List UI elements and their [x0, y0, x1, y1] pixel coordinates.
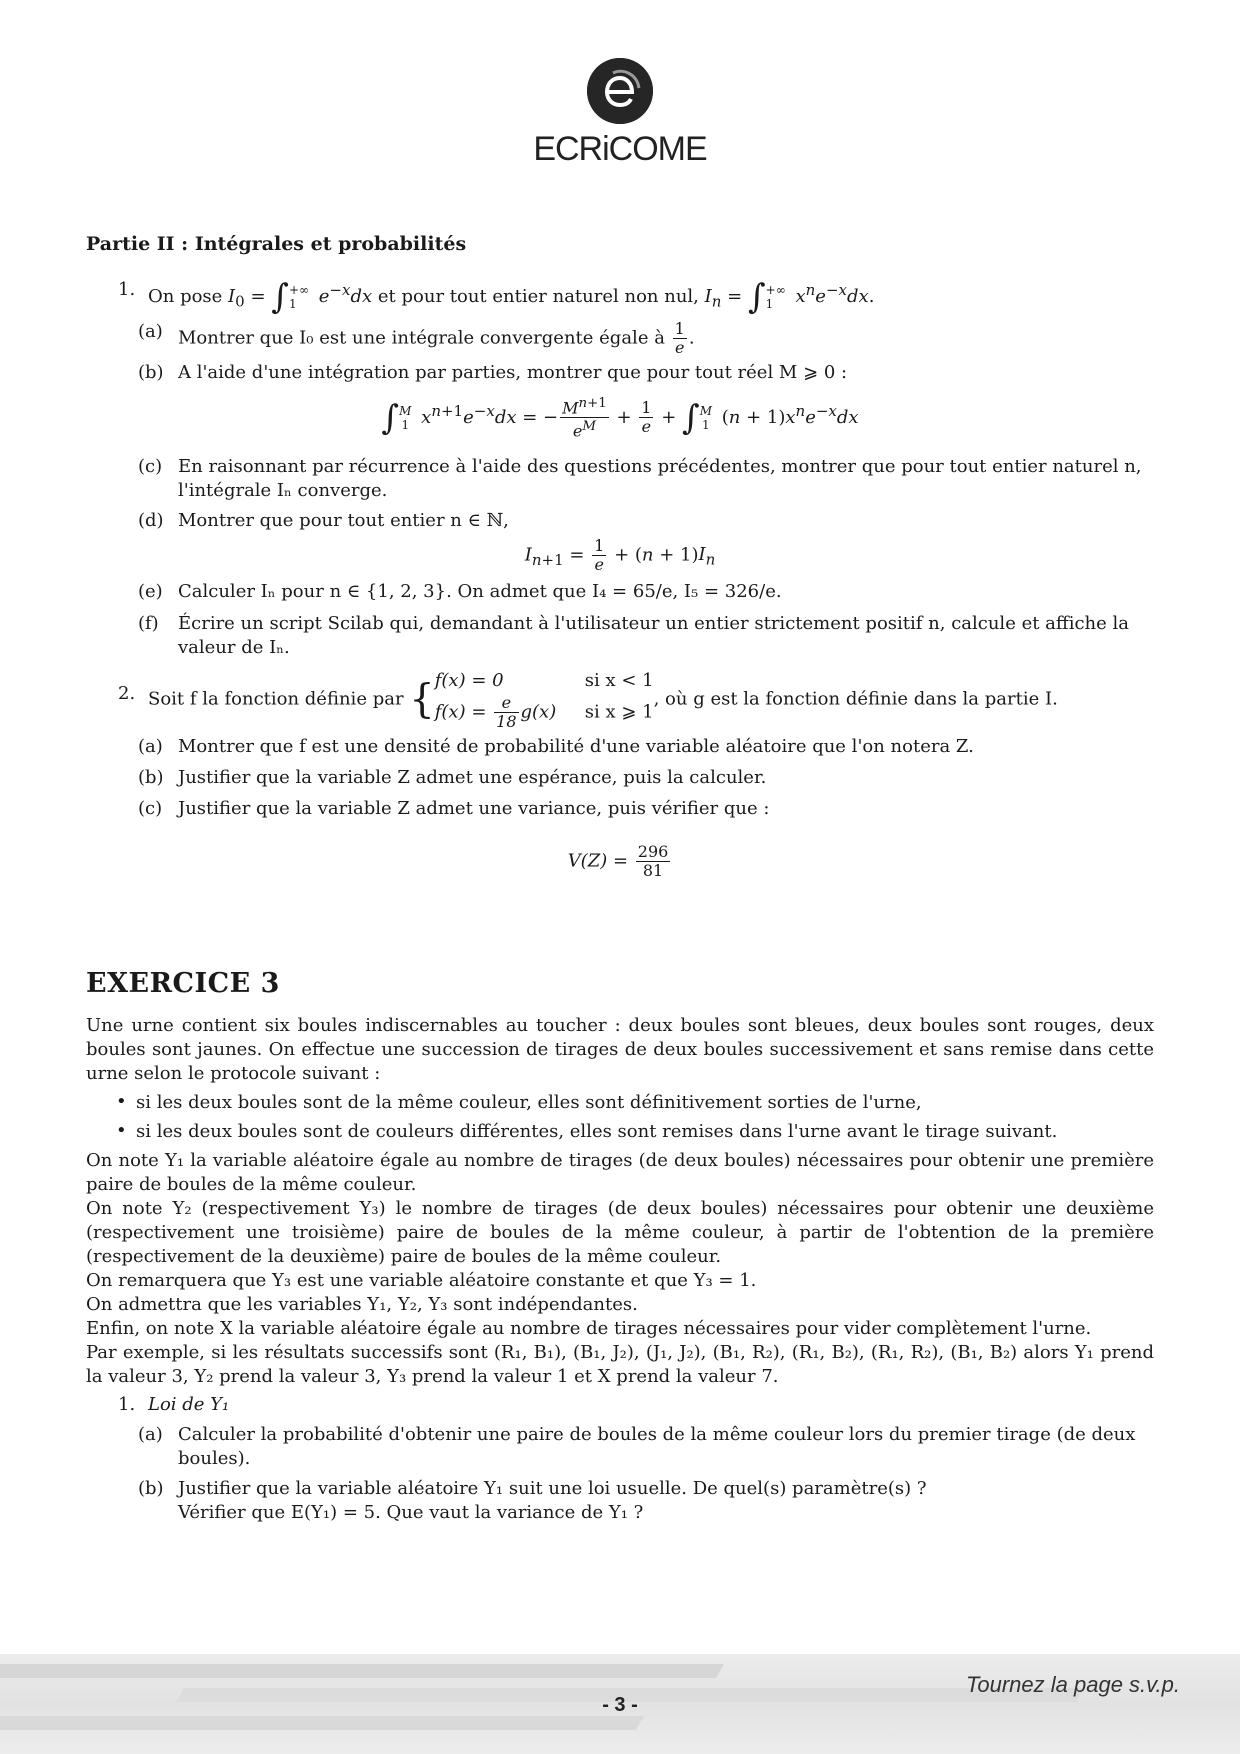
case-1: f(x) = 0 — [434, 669, 504, 691]
question-1d — [86, 509, 1154, 533]
question-title: Loi de Y₁ — [148, 1393, 230, 1415]
q1c-text: En raisonnant par récurrence à l'aide des questions précédentes, montrer que pour tout entier naturel n, l'intégrale Iₙ converge. — [178, 455, 1142, 501]
q1d-text: Montrer que pour tout entier n ∈ ℕ, — [178, 509, 509, 531]
page-footer — [0, 1654, 1240, 1754]
protocol-list — [86, 1091, 1154, 1144]
question-1c — [86, 455, 1154, 503]
recurrence-formula: $I_{n+1}$ = $\frac{1}{e}$ + $(n + 1)I_n$ — [524, 535, 716, 574]
question-1a: (a) Montrer que I₀ est une intégrale convergente égale à $\frac{1}{e}$ . — [138, 319, 695, 357]
sub-label: (a) — [138, 735, 163, 757]
paragraph-y1: On note Y₁ la variable aléatoire égale au nombre de tirages (de deux boules) nécessaires pour obtenir une première paire de boules de la même couleur. — [86, 1149, 1154, 1195]
question-number: 2. — [118, 682, 136, 704]
integral-in: $I_n$ = ∫ +∞ 1 $x^ne^{-x}dx$. — [704, 277, 875, 317]
brace-symbol: { — [409, 676, 435, 723]
page-content — [86, 232, 1154, 1525]
paragraph-y2-y3: On note Y₂ (respectivement Y₃) le nombre de tirages (de deux boules) nécessaires pour obtenir une deuxième (respectivement une troisième) paire de boules de la même couleur, à partir de l'obtention de la première (respectivement de la deuxième) paire de boules de la même couleur. — [86, 1197, 1154, 1267]
q2-text-pre: Soit f la fonction définie par — [148, 688, 404, 710]
variance-lhs: V(Z) = — [567, 850, 634, 872]
condition-1: si x < 1 — [584, 669, 654, 691]
partie-title: Partie II : Intégrales et probabilités — [86, 233, 467, 255]
variance-formula: V(Z) = $\frac{296}{81}$ — [567, 841, 669, 880]
sub-label: (b) — [138, 766, 164, 788]
q1-text-pre: On pose — [148, 286, 229, 307]
question-2 — [86, 668, 1154, 731]
question-number: 1. — [118, 1393, 136, 1415]
exercise-intro: Une urne contient six boules indiscernables au toucher : deux boules sont bleues, deux boules sont rouges, deux boules sont jaunes. On effectue une succession de tirages de deux boules successivement et sans remise dans cette urne selon le protocole suivant : — [86, 1014, 1154, 1084]
sub-label: (c) — [138, 455, 163, 477]
q1a-text: Montrer que I₀ est une intégrale convergente égale à — [178, 327, 671, 349]
exercise-question-1a — [86, 1423, 1154, 1471]
question-number: 1. — [118, 279, 136, 300]
ecricome-logo — [0, 58, 1240, 169]
paragraph-x: Enfin, on note X la variable aléatoire égale au nombre de tirages nécessaires pour vider complètement l'urne. — [86, 1317, 1092, 1339]
sub-label: (e) — [138, 580, 163, 602]
footer-decoration — [0, 1664, 724, 1678]
list-item: • si les deux boules sont de la même couleur, elles sont définitivement sorties de l'urne, — [86, 1091, 1154, 1115]
ex-q1b-text: Justifier que la variable aléatoire Y₁ suit une loi usuelle. De quel(s) paramètre(s) ? — [178, 1477, 927, 1499]
integral-i0: $I_0$ = ∫ +∞ 1 $e^{-x}dx$ — [228, 277, 373, 317]
piecewise-cases: f(x) = 0 si x < 1 f(x) = $\frac{e}{18}$ g(x) si x ⩾ 1 — [434, 669, 654, 731]
list-item: • si les deux boules sont de couleurs différentes, elles sont remises dans l'urne avant le tirage suivant. — [86, 1120, 1154, 1144]
q1b-text: A l'aide d'une intégration par parties, montrer que pour tout réel M ⩾ 0 : — [178, 362, 848, 383]
logo-emblem-icon — [587, 58, 653, 124]
condition-2: si x ⩾ 1 — [584, 701, 654, 723]
sub-label: (d) — [138, 509, 164, 531]
question-1f — [86, 612, 1154, 660]
question-1 — [86, 277, 1154, 317]
question-2a — [86, 735, 1154, 759]
paragraph-independence: On admettra que les variables Y₁, Y₂, Y₃ sont indépendantes. — [86, 1293, 638, 1315]
exercise-question-1b — [86, 1477, 1154, 1525]
turn-page-note: Tournez la page s.v.p. — [965, 1672, 1180, 1697]
case-2-post: g(x) — [520, 701, 557, 723]
question-1e — [86, 580, 1154, 604]
sub-label: (c) — [138, 797, 163, 819]
logo-brand-text: ECRiCOME — [533, 130, 707, 168]
q1-text-mid: et pour tout entier naturel non nul, — [377, 286, 705, 307]
q1f-text: Écrire un script Scilab qui, demandant à l'utilisateur un entier strictement positif n, calcule et affiche la valeur de Iₙ. — [178, 612, 1129, 658]
sub-label: (a) — [138, 1423, 163, 1445]
exercise-question-1 — [86, 1393, 1154, 1417]
q2c-text: Justifier que la variable Z admet une variance, puis vérifier que : — [178, 797, 770, 819]
footer-decoration — [0, 1716, 644, 1730]
sub-label: (b) — [138, 1477, 164, 1499]
ex-q1a-text: Calculer la probabilité d'obtenir une paire de boules de la même couleur lors du premier tirage (de deux boules). — [178, 1423, 1136, 1469]
case-2-pre: f(x) = — [434, 701, 493, 723]
paragraph-example: Par exemple, si les résultats successifs sont (R₁, B₁), (B₁, J₂), (J₁, J₂), (B₁, R₂), (R₁, B₂), (R₁, R₂), (B₁, B₂) alors Y₁ prend la valeur 3, Y₂ prend la valeur 3, Y₃ prend la valeur 1 et X prend la valeur 7. — [86, 1341, 1154, 1387]
page-number: - 3 - — [602, 1694, 638, 1716]
question-2b — [86, 766, 1154, 790]
fraction-one-over-e: $\frac{1}{e}$ — [674, 319, 685, 357]
q2a-text: Montrer que f est une densité de probabilité d'une variable aléatoire que l'on notera Z. — [178, 735, 974, 757]
q2-text-post: , où g est la fonction définie dans la partie I. — [653, 688, 1058, 710]
ipp-formula: ∫ M 1 $x^{n+1}e^{-x}dx$ = − $\frac{M^{n+1}}{e^M}$ + $\frac{1}{e}$ + ∫ M 1 $(n + 1)x^ne^{-x}dx$ — [381, 396, 859, 441]
sub-label: (a) — [138, 321, 163, 342]
exercise-title: EXERCICE 3 — [86, 967, 280, 999]
question-2c — [86, 797, 1154, 821]
sub-label: (f) — [138, 612, 159, 634]
ex-q1b-text-2: Vérifier que E(Y₁) = 5. Que vaut la variance de Y₁ ? — [178, 1501, 644, 1523]
sub-label: (b) — [138, 362, 164, 383]
question-1b — [86, 361, 1154, 385]
q1e-text: Calculer Iₙ pour n ∈ {1, 2, 3}. On admet que I₄ = 65/e, I₅ = 326/e. — [178, 580, 782, 602]
paragraph-y3-constant: On remarquera que Y₃ est une variable aléatoire constante et que Y₃ = 1. — [86, 1269, 757, 1291]
q2b-text: Justifier que la variable Z admet une espérance, puis la calculer. — [178, 766, 767, 788]
